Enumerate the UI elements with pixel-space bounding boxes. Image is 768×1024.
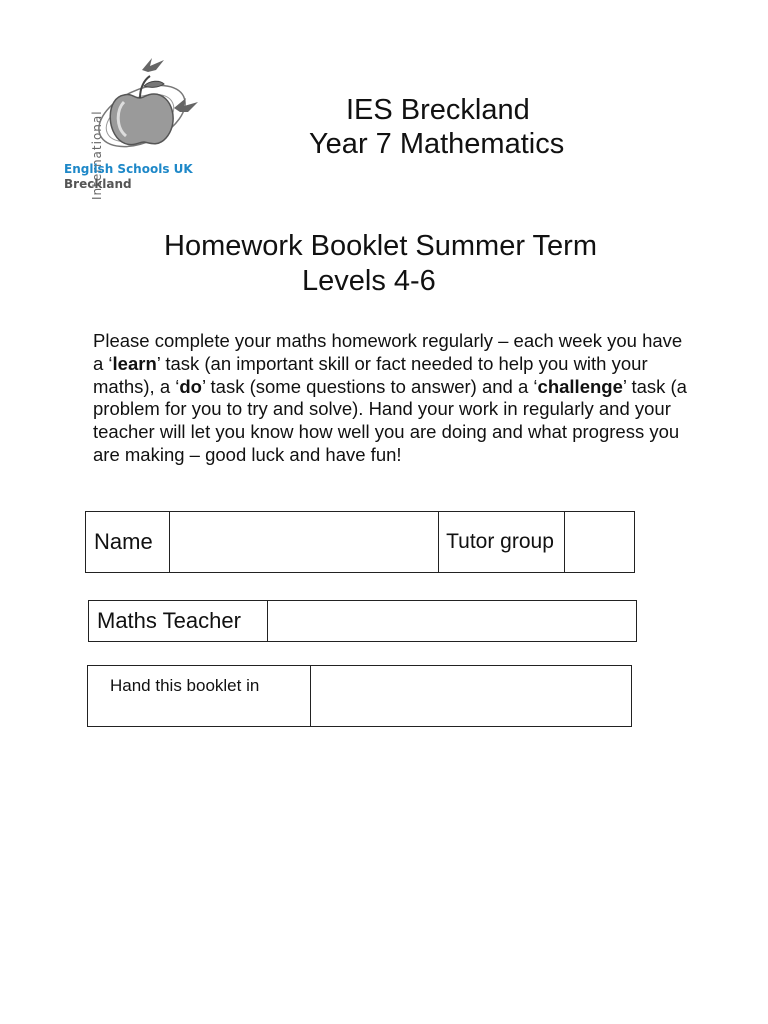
intro-text-4: ’ task (a problem for you to try and solve). Hand your work in regularly and your teacher will let you know how well you are doing and what progress you are making – good luck and have fun! — [93, 375, 687, 465]
hand-in-table — [87, 665, 632, 727]
intro-do-word: do — [179, 375, 202, 397]
intro-text-1: Please complete your maths homework regularly – each week you have a ‘ — [93, 330, 683, 374]
maths-teacher-field[interactable] — [268, 601, 637, 642]
maths-teacher-label: Maths Teacher — [89, 601, 268, 642]
intro-paragraph — [93, 330, 693, 467]
hand-in-label: Hand this booklet in — [88, 666, 311, 727]
school-logo — [44, 50, 214, 200]
teacher-table — [88, 600, 637, 642]
apple-swallows-logo-icon — [84, 50, 204, 165]
booklet-levels: Levels 4-6 — [302, 265, 436, 297]
intro-text-2: ’ task (an important skill or fact needed to help you with your maths), a ‘ — [93, 352, 648, 397]
intro-challenge-word: challenge — [537, 375, 623, 397]
logo-place-name: Breckland — [64, 177, 132, 191]
hand-in-field[interactable] — [311, 666, 632, 727]
course-title: Year 7 Mathematics — [309, 128, 565, 160]
school-title: IES Breckland — [346, 94, 530, 126]
booklet-title: Homework Booklet Summer Term — [164, 230, 597, 262]
name-tutor-table — [85, 511, 635, 573]
intro-text-3: ’ task (some questions to answer) and a ‘ — [201, 375, 538, 397]
tutor-group-field[interactable] — [564, 512, 634, 573]
intro-learn-word: learn — [112, 352, 157, 374]
logo-school-name: English Schools UK — [64, 162, 193, 176]
tutor-group-label: Tutor group — [439, 512, 565, 573]
name-label: Name — [86, 512, 170, 573]
logo-international-text: International — [90, 110, 104, 200]
name-field[interactable] — [170, 512, 439, 573]
